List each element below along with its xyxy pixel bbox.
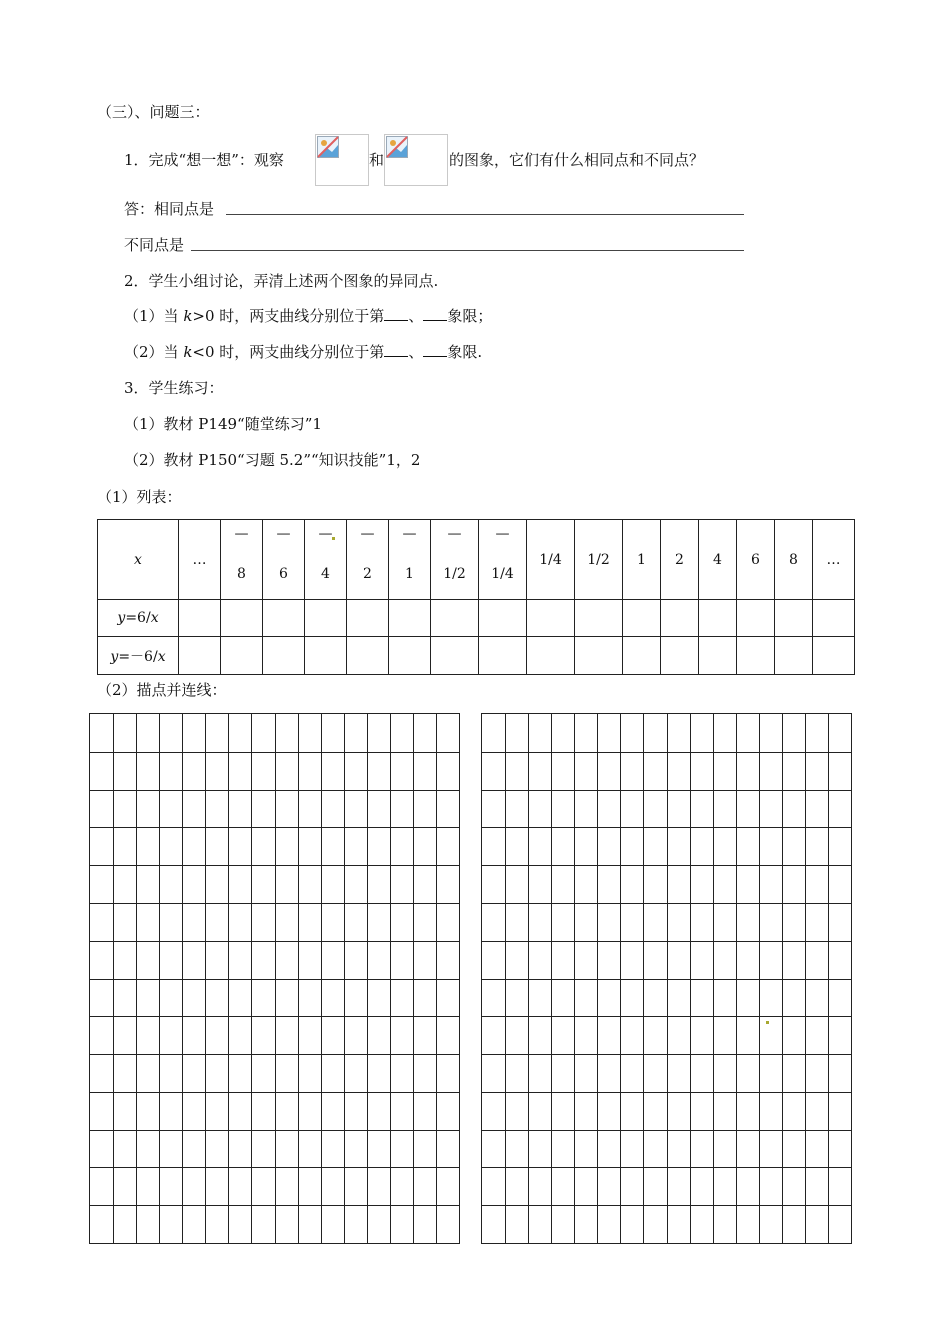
q2-title: 2．学生小组讨论，弄清上述两个图象的异同点. [124, 272, 439, 290]
table-row-y2 [98, 637, 855, 675]
table-row-y1 [98, 600, 855, 637]
empty-cell[interactable] [347, 600, 389, 637]
grid-lines [90, 714, 459, 1243]
x-value-cell: 8 [775, 520, 813, 600]
empty-cell[interactable] [179, 637, 221, 675]
x-value-cell: — 4 [305, 520, 347, 600]
empty-cell[interactable] [221, 600, 263, 637]
x-value-cell: — 1 [389, 520, 431, 600]
x-value-cell: — 1/2 [431, 520, 479, 600]
empty-cell[interactable] [527, 600, 575, 637]
stray-dot [332, 537, 335, 540]
answer-diff-blank [191, 250, 744, 251]
x-header: x [98, 520, 179, 600]
table-caption: （1）列表： [97, 488, 182, 506]
q2-item2: （2）当 k<0 时，两支曲线分别位于第 、 象限. [124, 343, 483, 361]
q1-connector: 和 [369, 151, 385, 169]
q2-item1: （1）当 k>0 时，两支曲线分别位于第 、 象限； [124, 307, 493, 325]
empty-cell[interactable] [575, 637, 623, 675]
empty-cell[interactable] [479, 600, 527, 637]
stray-dot [766, 1021, 769, 1024]
x-value-cell: — 1/4 [479, 520, 527, 600]
empty-cell[interactable] [389, 637, 431, 675]
empty-cell[interactable] [623, 637, 661, 675]
q1-suffix: 的图象，它们有什么相同点和不同点？ [449, 151, 705, 169]
empty-cell[interactable] [699, 600, 737, 637]
empty-cell[interactable] [431, 600, 479, 637]
broken-image-icon [315, 134, 369, 186]
empty-cell[interactable] [737, 637, 775, 675]
empty-cell[interactable] [623, 600, 661, 637]
empty-cell[interactable] [737, 600, 775, 637]
empty-cell[interactable] [431, 637, 479, 675]
plot-grid-right[interactable] [481, 713, 852, 1244]
section-title: （三）、问题三： [97, 103, 210, 121]
answer-same-blank [226, 214, 744, 215]
ellipsis-cell: … [179, 520, 221, 600]
empty-cell[interactable] [775, 600, 813, 637]
table-row-x [98, 520, 855, 600]
empty-cell[interactable] [775, 637, 813, 675]
empty-cell[interactable] [263, 600, 305, 637]
value-table [97, 519, 855, 675]
empty-cell[interactable] [389, 600, 431, 637]
y2-header: y=－6/x [98, 637, 179, 675]
broken-image-icon [384, 134, 448, 186]
x-value-cell: 1/2 [575, 520, 623, 600]
x-value-cell: — 6 [263, 520, 305, 600]
empty-cell[interactable] [263, 637, 305, 675]
grid-lines [482, 714, 851, 1243]
empty-cell[interactable] [479, 637, 527, 675]
x-value-cell: 4 [699, 520, 737, 600]
empty-cell[interactable] [813, 600, 855, 637]
answer-diff-label: 不同点是 [124, 236, 185, 254]
x-value-cell: 2 [661, 520, 699, 600]
empty-cell[interactable] [699, 637, 737, 675]
empty-cell[interactable] [305, 637, 347, 675]
x-value-cell: 6 [737, 520, 775, 600]
plot-grid-left[interactable] [89, 713, 460, 1244]
x-value-cell: — 2 [347, 520, 389, 600]
empty-cell[interactable] [661, 600, 699, 637]
q3-item1: （1）教材 P149“随堂练习”1 [124, 415, 322, 433]
empty-cell[interactable] [347, 637, 389, 675]
empty-cell[interactable] [179, 600, 221, 637]
empty-cell[interactable] [813, 637, 855, 675]
empty-cell[interactable] [221, 637, 263, 675]
empty-cell[interactable] [305, 600, 347, 637]
x-value-cell: 1 [623, 520, 661, 600]
empty-cell[interactable] [661, 637, 699, 675]
x-value-cell: — 8 [221, 520, 263, 600]
q1-prefix: 1．完成“想一想”：观察 [124, 151, 284, 169]
plot-caption: （2）描点并连线： [97, 681, 227, 699]
q3-item2: （2）教材 P150“习题 5.2”“知识技能”1，2 [124, 451, 421, 469]
empty-cell[interactable] [575, 600, 623, 637]
answer-same-label: 答：相同点是 [124, 200, 215, 218]
empty-cell[interactable] [527, 637, 575, 675]
x-value-cell: 1/4 [527, 520, 575, 600]
y1-header: y=6/x [98, 600, 179, 637]
q3-title: 3．学生练习： [124, 379, 224, 397]
ellipsis-cell: … [813, 520, 855, 600]
